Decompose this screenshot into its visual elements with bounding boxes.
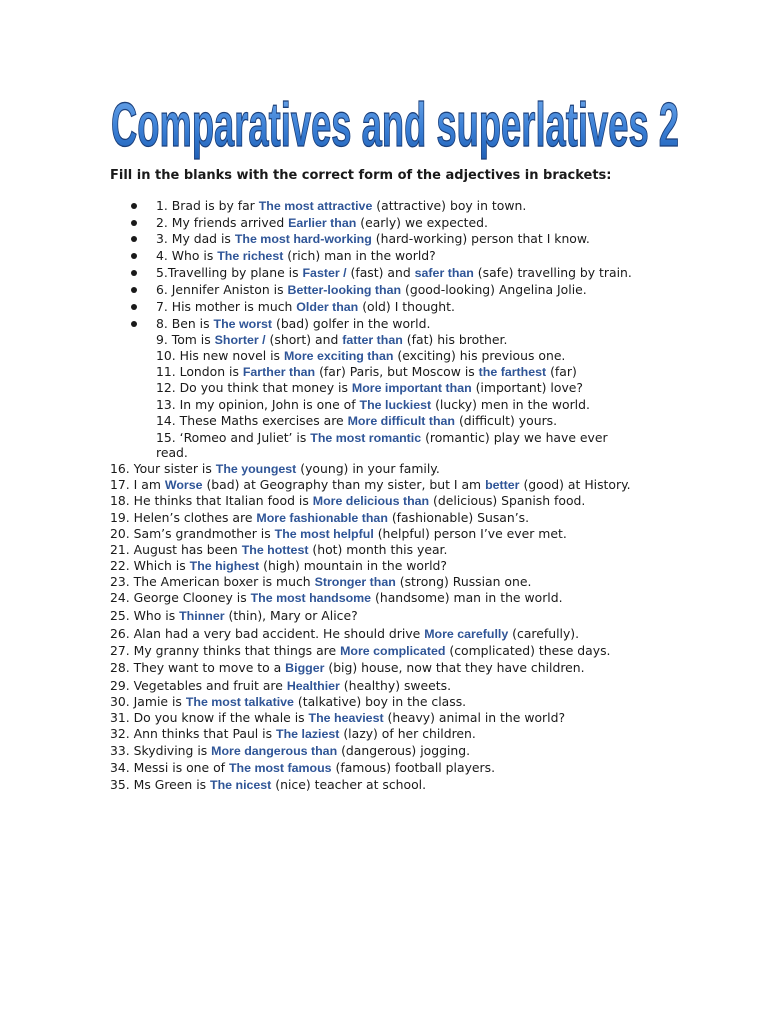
answer-text: Farther than <box>242 365 316 379</box>
bullet-icon <box>130 265 138 281</box>
answer-text: Shorter / <box>214 333 266 347</box>
bullet-icon <box>130 198 138 214</box>
exercise-item <box>156 215 488 231</box>
prompt-text: 32. Ann thinks that Paul is <box>110 726 277 741</box>
prompt-text: (strong) Russian one. <box>395 574 532 589</box>
answer-text: The most handsome <box>250 591 372 605</box>
exercise-item <box>156 430 608 446</box>
answer-text: Older than <box>296 300 359 314</box>
exercise-item <box>156 282 587 298</box>
exercise-item <box>110 590 563 606</box>
prompt-text: 33. Skydiving is <box>110 743 212 758</box>
bullet-icon <box>130 215 138 231</box>
prompt-text: (safe) travelling by train. <box>473 265 632 280</box>
prompt-text: (high) mountain in the world? <box>259 558 447 573</box>
answer-text: More exciting than <box>283 349 394 363</box>
prompt-text: (helpful) person I’ve ever met. <box>373 526 567 541</box>
bullet-icon <box>130 299 138 315</box>
exercise-item <box>156 348 565 364</box>
answer-text: Stronger than <box>314 575 396 589</box>
prompt-text: (nice) teacher at school. <box>271 777 427 792</box>
prompt-text: (difficult) yours. <box>455 413 558 428</box>
prompt-text: (famous) football players. <box>331 760 496 775</box>
exercise-item <box>110 542 447 558</box>
prompt-text: 24. George Clooney is <box>110 590 251 605</box>
answer-text: The laziest <box>276 727 340 741</box>
prompt-text: 19. Helen’s clothes are <box>110 510 257 525</box>
prompt-text: 25. Who is <box>110 608 180 623</box>
exercise-item <box>156 198 526 214</box>
answer-text: The worst <box>213 317 273 331</box>
exercise-item <box>156 364 577 380</box>
answer-text: fatter than <box>342 333 403 347</box>
answer-text: Earlier than <box>288 216 357 230</box>
exercise-item <box>156 248 436 264</box>
prompt-text: 30. Jamie is <box>110 694 186 709</box>
prompt-text: (talkative) boy in the class. <box>293 694 467 709</box>
prompt-text: (romantic) play we have ever <box>421 430 608 445</box>
prompt-text: (young) in your family. <box>296 461 440 476</box>
prompt-text: 14. These Maths exercises are <box>156 413 348 428</box>
exercise-item <box>156 231 590 247</box>
answer-text: Worse <box>164 478 203 492</box>
prompt-text: 17. I am <box>110 477 165 492</box>
answer-text: The nicest <box>210 778 272 792</box>
prompt-text: (good-looking) Angelina Jolie. <box>401 282 587 297</box>
answer-text: The highest <box>189 559 260 573</box>
prompt-text: (rich) man in the world? <box>283 248 436 263</box>
prompt-text: (attractive) boy in town. <box>372 198 527 213</box>
answer-text: Faster / <box>302 266 347 280</box>
prompt-text: 16. Your sister is <box>110 461 216 476</box>
exercise-item <box>110 608 358 624</box>
bullet-icon <box>130 282 138 298</box>
exercise-item <box>156 265 632 281</box>
answer-text: More complicated <box>340 644 446 658</box>
prompt-text: 23. The American boxer is much <box>110 574 315 589</box>
prompt-text: 27. My granny thinks that things are <box>110 643 341 658</box>
answer-text: The most hard-working <box>234 232 372 246</box>
exercise-item <box>156 316 430 332</box>
prompt-text: (big) house, now that they have children. <box>324 660 585 675</box>
prompt-text: (short) and <box>265 332 343 347</box>
bullet-icon <box>130 231 138 247</box>
answer-text: The most talkative <box>185 695 294 709</box>
prompt-text: (old) I thought. <box>358 299 455 314</box>
prompt-text: 5.Travelling by plane is <box>156 265 303 280</box>
prompt-text: 18. He thinks that Italian food is <box>110 493 313 508</box>
prompt-text: 22. Which is <box>110 558 190 573</box>
exercise-item <box>110 526 567 542</box>
prompt-text: 15. ‘Romeo and Juliet’ is <box>156 430 311 445</box>
prompt-text: (exciting) his previous one. <box>393 348 566 363</box>
prompt-text: read. <box>156 445 188 460</box>
answer-text: The most famous <box>228 761 332 775</box>
prompt-text: (fat) his brother. <box>402 332 508 347</box>
exercise-item <box>156 299 455 315</box>
prompt-text: (important) love? <box>471 380 583 395</box>
prompt-text: 2. My friends arrived <box>156 215 289 230</box>
prompt-text: (lazy) of her children. <box>339 726 476 741</box>
prompt-text: 4. Who is <box>156 248 218 263</box>
title-text: Comparatives and superlatives 2 <box>111 91 679 160</box>
prompt-text: 31. Do you know if the whale is <box>110 710 309 725</box>
exercise-item <box>110 660 585 676</box>
prompt-text: 35. Ms Green is <box>110 777 211 792</box>
exercise-item <box>110 493 585 509</box>
answer-text: The richest <box>217 249 284 263</box>
prompt-text: 12. Do you think that money is <box>156 380 352 395</box>
prompt-text: (thin), Mary or Alice? <box>224 608 358 623</box>
exercise-item <box>110 760 495 776</box>
answer-text: The youngest <box>215 462 297 476</box>
prompt-text: 10. His new novel is <box>156 348 284 363</box>
answer-text: The luckiest <box>359 398 432 412</box>
exercise-item <box>110 710 565 726</box>
prompt-text: (carefully). <box>508 626 580 641</box>
prompt-text: (handsome) man in the world. <box>371 590 563 605</box>
answer-text: Better-looking than <box>287 283 402 297</box>
prompt-text: 9. Tom is <box>156 332 215 347</box>
prompt-text: (fast) and <box>346 265 415 280</box>
exercise-item <box>110 726 476 742</box>
answer-text: The most helpful <box>274 527 374 541</box>
exercise-item <box>110 743 470 759</box>
exercise-item <box>110 461 440 477</box>
exercise-item <box>156 397 590 413</box>
exercise-item <box>110 777 426 793</box>
prompt-text: (far) Paris, but Moscow is <box>315 364 479 379</box>
prompt-text: (complicated) these days. <box>445 643 611 658</box>
answer-text: More important than <box>351 381 472 395</box>
prompt-text: (far) <box>546 364 577 379</box>
exercise-item <box>110 510 529 526</box>
answer-text: Thinner <box>179 609 225 623</box>
answer-text: More carefully <box>424 627 509 641</box>
answer-text: Bigger <box>285 661 325 675</box>
answer-text: More delicious than <box>312 494 430 508</box>
prompt-text: 29. Vegetables and fruit are <box>110 678 287 693</box>
prompt-text: (bad) at Geography than my sister, but I am <box>202 477 486 492</box>
answer-text: safer than <box>414 266 474 280</box>
prompt-text: 21. August has been <box>110 542 242 557</box>
answer-text: better <box>485 478 520 492</box>
exercise-item <box>110 678 451 694</box>
prompt-text: (early) we expected. <box>356 215 488 230</box>
prompt-text: (bad) golfer in the world. <box>272 316 431 331</box>
worksheet-title <box>0 80 768 162</box>
answer-text: Healthier <box>286 679 340 693</box>
prompt-text: (good) at History. <box>519 477 631 492</box>
answer-text: The hottest <box>241 543 309 557</box>
exercise-item <box>156 332 507 348</box>
prompt-text: 8. Ben is <box>156 316 214 331</box>
prompt-text: 7. His mother is much <box>156 299 297 314</box>
answer-text: The most romantic <box>310 431 422 445</box>
prompt-text: (hot) month this year. <box>308 542 448 557</box>
answer-text: The most attractive <box>258 199 373 213</box>
prompt-text: 11. London is <box>156 364 243 379</box>
bullet-icon <box>130 316 138 332</box>
prompt-text: 26. Alan had a very bad accident. He should drive <box>110 626 425 641</box>
prompt-text: 3. My dad is <box>156 231 235 246</box>
exercise-item <box>156 413 557 429</box>
exercise-item <box>110 558 447 574</box>
exercise-item <box>110 477 631 493</box>
answer-text: the farthest <box>478 365 547 379</box>
exercise-item <box>156 380 583 396</box>
instructions: Fill in the blanks with the correct form of the adjectives in brackets: <box>110 168 612 183</box>
prompt-text: 28. They want to move to a <box>110 660 286 675</box>
prompt-text: 13. In my opinion, John is one of <box>156 397 360 412</box>
bullet-icon <box>130 248 138 264</box>
prompt-text: 20. Sam’s grandmother is <box>110 526 275 541</box>
prompt-text: (dangerous) jogging. <box>337 743 471 758</box>
prompt-text: 1. Brad is by far <box>156 198 259 213</box>
exercise-item <box>110 626 579 642</box>
prompt-text: (delicious) Spanish food. <box>429 493 586 508</box>
exercise-item <box>110 694 466 710</box>
exercise-item <box>110 574 531 590</box>
prompt-text: 6. Jennifer Aniston is <box>156 282 288 297</box>
answer-text: More dangerous than <box>211 744 338 758</box>
exercise-item <box>110 643 610 659</box>
answer-text: More fashionable than <box>256 511 388 525</box>
prompt-text: (hard-working) person that I know. <box>371 231 590 246</box>
prompt-text: 34. Messi is one of <box>110 760 229 775</box>
prompt-text: (fashionable) Susan’s. <box>387 510 530 525</box>
answer-text: More difficult than <box>347 414 455 428</box>
prompt-text: (heavy) animal in the world? <box>383 710 566 725</box>
answer-text: The heaviest <box>308 711 384 725</box>
prompt-text: (lucky) men in the world. <box>431 397 590 412</box>
exercise-item <box>156 445 188 461</box>
prompt-text: (healthy) sweets. <box>339 678 452 693</box>
